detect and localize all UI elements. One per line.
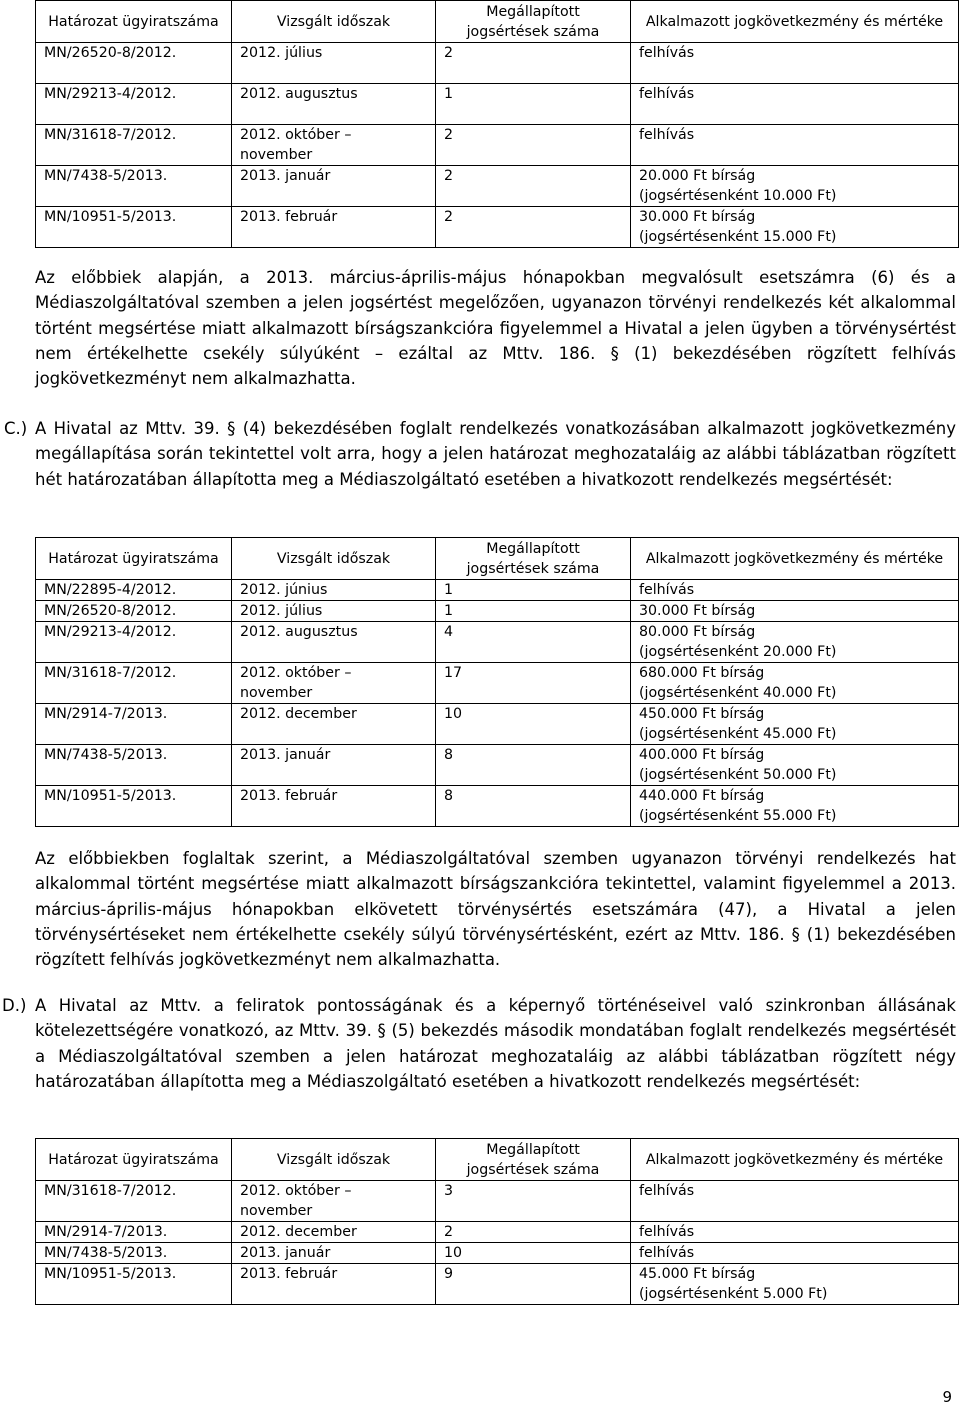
cell-sanction: felhívás: [631, 43, 959, 84]
cell-sanction: 680.000 Ft bírság (jogsértésenként 40.000 Ft): [631, 663, 959, 704]
table-row: [36, 1264, 959, 1305]
cell-violation-count: 1: [436, 601, 631, 622]
header-sanction: Alkalmazott jogkövetkezmény és mértéke: [631, 1139, 959, 1181]
sanctions-table-a: [35, 0, 959, 248]
table-row: [36, 1243, 959, 1264]
cell-violation-count: 4: [436, 622, 631, 663]
cell-sanction: 30.000 Ft bírság: [631, 601, 959, 622]
table-row: [36, 622, 959, 663]
cell-sanction: 400.000 Ft bírság (jogsértésenként 50.000 Ft): [631, 745, 959, 786]
cell-period: 2013. január: [232, 1243, 436, 1264]
cell-case-number: MN/29213-4/2012.: [36, 622, 232, 663]
section-d-text: A Hivatal az Mttv. a feliratok pontosságának és a képernyő történéseivel való szinkronban állásának kötelezettségére vonatkozó, az Mttv. 39. § (5) bekezdés második mondatában foglalt rendelkezés megsértését a Médiaszolgáltatóval szemben a jelen határozat meghozataláig az alábbi táblázatban rögzített négy határozatában állapította meg a Médiaszolgáltató esetében a hivatkozott rendelkezés megsértését:: [35, 996, 956, 1091]
section-letter-d: D.): [2, 996, 27, 1015]
table-row: [36, 1222, 959, 1243]
table-row: [36, 1181, 959, 1222]
table-header-row: [36, 538, 959, 580]
cell-case-number: MN/7438-5/2013.: [36, 166, 232, 207]
cell-period: 2013. január: [232, 166, 436, 207]
cell-sanction: felhívás: [631, 580, 959, 601]
cell-sanction: felhívás: [631, 125, 959, 166]
table-row: [36, 786, 959, 827]
sanctions-table-c: [35, 1138, 959, 1305]
table-row: [36, 601, 959, 622]
table-row: [36, 745, 959, 786]
cell-violation-count: 9: [436, 1264, 631, 1305]
cell-period: 2012. október – november: [232, 125, 436, 166]
cell-period: 2012. július: [232, 601, 436, 622]
cell-case-number: MN/31618-7/2012.: [36, 663, 232, 704]
table-body: [36, 580, 959, 827]
cell-period: 2012. október – november: [232, 1181, 436, 1222]
cell-violation-count: 10: [436, 1243, 631, 1264]
cell-sanction: 30.000 Ft bírság (jogsértésenként 15.000 Ft): [631, 207, 959, 248]
cell-case-number: MN/7438-5/2013.: [36, 1243, 232, 1264]
cell-case-number: MN/7438-5/2013.: [36, 745, 232, 786]
header-case-number: Határozat ügyiratszáma: [36, 538, 232, 580]
cell-sanction: 450.000 Ft bírság (jogsértésenként 45.000 Ft): [631, 704, 959, 745]
cell-sanction: 80.000 Ft bírság (jogsértésenként 20.000 Ft): [631, 622, 959, 663]
cell-period: 2012. október – november: [232, 663, 436, 704]
cell-violation-count: 2: [436, 166, 631, 207]
table-row: [36, 84, 959, 125]
table-row: [36, 663, 959, 704]
cell-violation-count: 2: [436, 207, 631, 248]
cell-violation-count: 2: [436, 43, 631, 84]
header-period: Vizsgált időszak: [232, 538, 436, 580]
cell-case-number: MN/29213-4/2012.: [36, 84, 232, 125]
section-c-text: A Hivatal az Mttv. 39. § (4) bekezdésében foglalt rendelkezés vonatkozásában alkalmazott jogkövetkezmény megállapítása során tekintettel volt arra, hogy a jelen határozat meghozataláig az alábbi táblázatban rögzített hét határozatában állapította meg a Médiaszolgáltató esetében a hivatkozott rendelkezés megsértését:: [35, 419, 956, 489]
cell-case-number: MN/10951-5/2013.: [36, 1264, 232, 1305]
cell-violation-count: 2: [436, 1222, 631, 1243]
cell-period: 2013. február: [232, 786, 436, 827]
table-body: [36, 43, 959, 248]
header-period: Vizsgált időszak: [232, 1, 436, 43]
cell-sanction: felhívás: [631, 1181, 959, 1222]
cell-case-number: MN/22895-4/2012.: [36, 580, 232, 601]
cell-sanction: felhívás: [631, 1222, 959, 1243]
page-number: 9: [942, 1388, 952, 1406]
cell-violation-count: 17: [436, 663, 631, 704]
cell-case-number: MN/26520-8/2012.: [36, 43, 232, 84]
header-case-number: Határozat ügyiratszáma: [36, 1, 232, 43]
cell-sanction: felhívás: [631, 84, 959, 125]
cell-case-number: MN/26520-8/2012.: [36, 601, 232, 622]
cell-case-number: MN/2914-7/2013.: [36, 704, 232, 745]
cell-violation-count: 1: [436, 580, 631, 601]
cell-case-number: MN/31618-7/2012.: [36, 1181, 232, 1222]
cell-period: 2012. december: [232, 704, 436, 745]
cell-case-number: MN/2914-7/2013.: [36, 1222, 232, 1243]
paragraph-conclusion-2: Az előbbiekben foglaltak szerint, a Médiaszolgáltatóval szemben ugyanazon törvényi rendelkezés hat alkalommal történt megsértése miatt alkalmazott bírságszankcióra tekintettel, valamint figyelemmel a 2013. március-április-május hónapokban elkövetett törvénysértés esetszámára (47), a Hivatal a jelen törvénysértéseket nem értékelhette csekély súlyú törvénysértésként, ezért az Mttv. 186. § (1) bekezdésében rögzített felhívás jogkövetkezményt nem alkalmazhatta.: [35, 849, 956, 970]
table-body: [36, 1181, 959, 1305]
section-letter-c: C.): [4, 419, 28, 438]
header-sanction: Alkalmazott jogkövetkezmény és mértéke: [631, 538, 959, 580]
cell-period: 2012. december: [232, 1222, 436, 1243]
table-row: [36, 166, 959, 207]
cell-period: 2012. augusztus: [232, 84, 436, 125]
paragraph-conclusion-1: Az előbbiek alapján, a 2013. március-április-május hónapokban megvalósult esetszámra (6) és a Médiaszolgáltatóval szemben a jelen jogsértést megelőzően, ugyanazon törvényi rendelkezés két alkalommal történt megsértése miatt alkalmazott bírságszankcióra figyelemmel a Hivatal a jelen ügyben a törvénysértést nem értékelhette csekély súlyúként – ezáltal az Mttv. 186. § (1) bekezdésében rögzített felhívás jogkövetkezményt nem alkalmazhatta.: [35, 268, 956, 389]
cell-period: 2013. február: [232, 207, 436, 248]
header-case-number: Határozat ügyiratszáma: [36, 1139, 232, 1181]
cell-violation-count: 10: [436, 704, 631, 745]
cell-violation-count: 8: [436, 786, 631, 827]
table-row: [36, 207, 959, 248]
header-sanction: Alkalmazott jogkövetkezmény és mértéke: [631, 1, 959, 43]
cell-violation-count: 1: [436, 84, 631, 125]
cell-violation-count: 8: [436, 745, 631, 786]
cell-period: 2013. január: [232, 745, 436, 786]
header-violation-count: Megállapított jogsértések száma: [436, 538, 631, 580]
table-header-row: [36, 1139, 959, 1181]
header-violation-count: Megállapított jogsértések száma: [436, 1, 631, 43]
cell-sanction: 440.000 Ft bírság (jogsértésenként 55.000 Ft): [631, 786, 959, 827]
table-row: [36, 125, 959, 166]
cell-sanction: felhívás: [631, 1243, 959, 1264]
cell-case-number: MN/10951-5/2013.: [36, 207, 232, 248]
table-header-row: [36, 1, 959, 43]
header-violation-count: Megállapított jogsértések száma: [436, 1139, 631, 1181]
cell-violation-count: 2: [436, 125, 631, 166]
cell-period: 2012. július: [232, 43, 436, 84]
cell-period: 2012. augusztus: [232, 622, 436, 663]
cell-period: 2013. február: [232, 1264, 436, 1305]
sanctions-table-b: [35, 537, 959, 827]
cell-case-number: MN/10951-5/2013.: [36, 786, 232, 827]
table-row: [36, 580, 959, 601]
cell-violation-count: 3: [436, 1181, 631, 1222]
cell-case-number: MN/31618-7/2012.: [36, 125, 232, 166]
header-period: Vizsgált időszak: [232, 1139, 436, 1181]
cell-period: 2012. június: [232, 580, 436, 601]
cell-sanction: 20.000 Ft bírság (jogsértésenként 10.000 Ft): [631, 166, 959, 207]
cell-sanction: 45.000 Ft bírság (jogsértésenként 5.000 Ft): [631, 1264, 959, 1305]
table-row: [36, 43, 959, 84]
table-row: [36, 704, 959, 745]
